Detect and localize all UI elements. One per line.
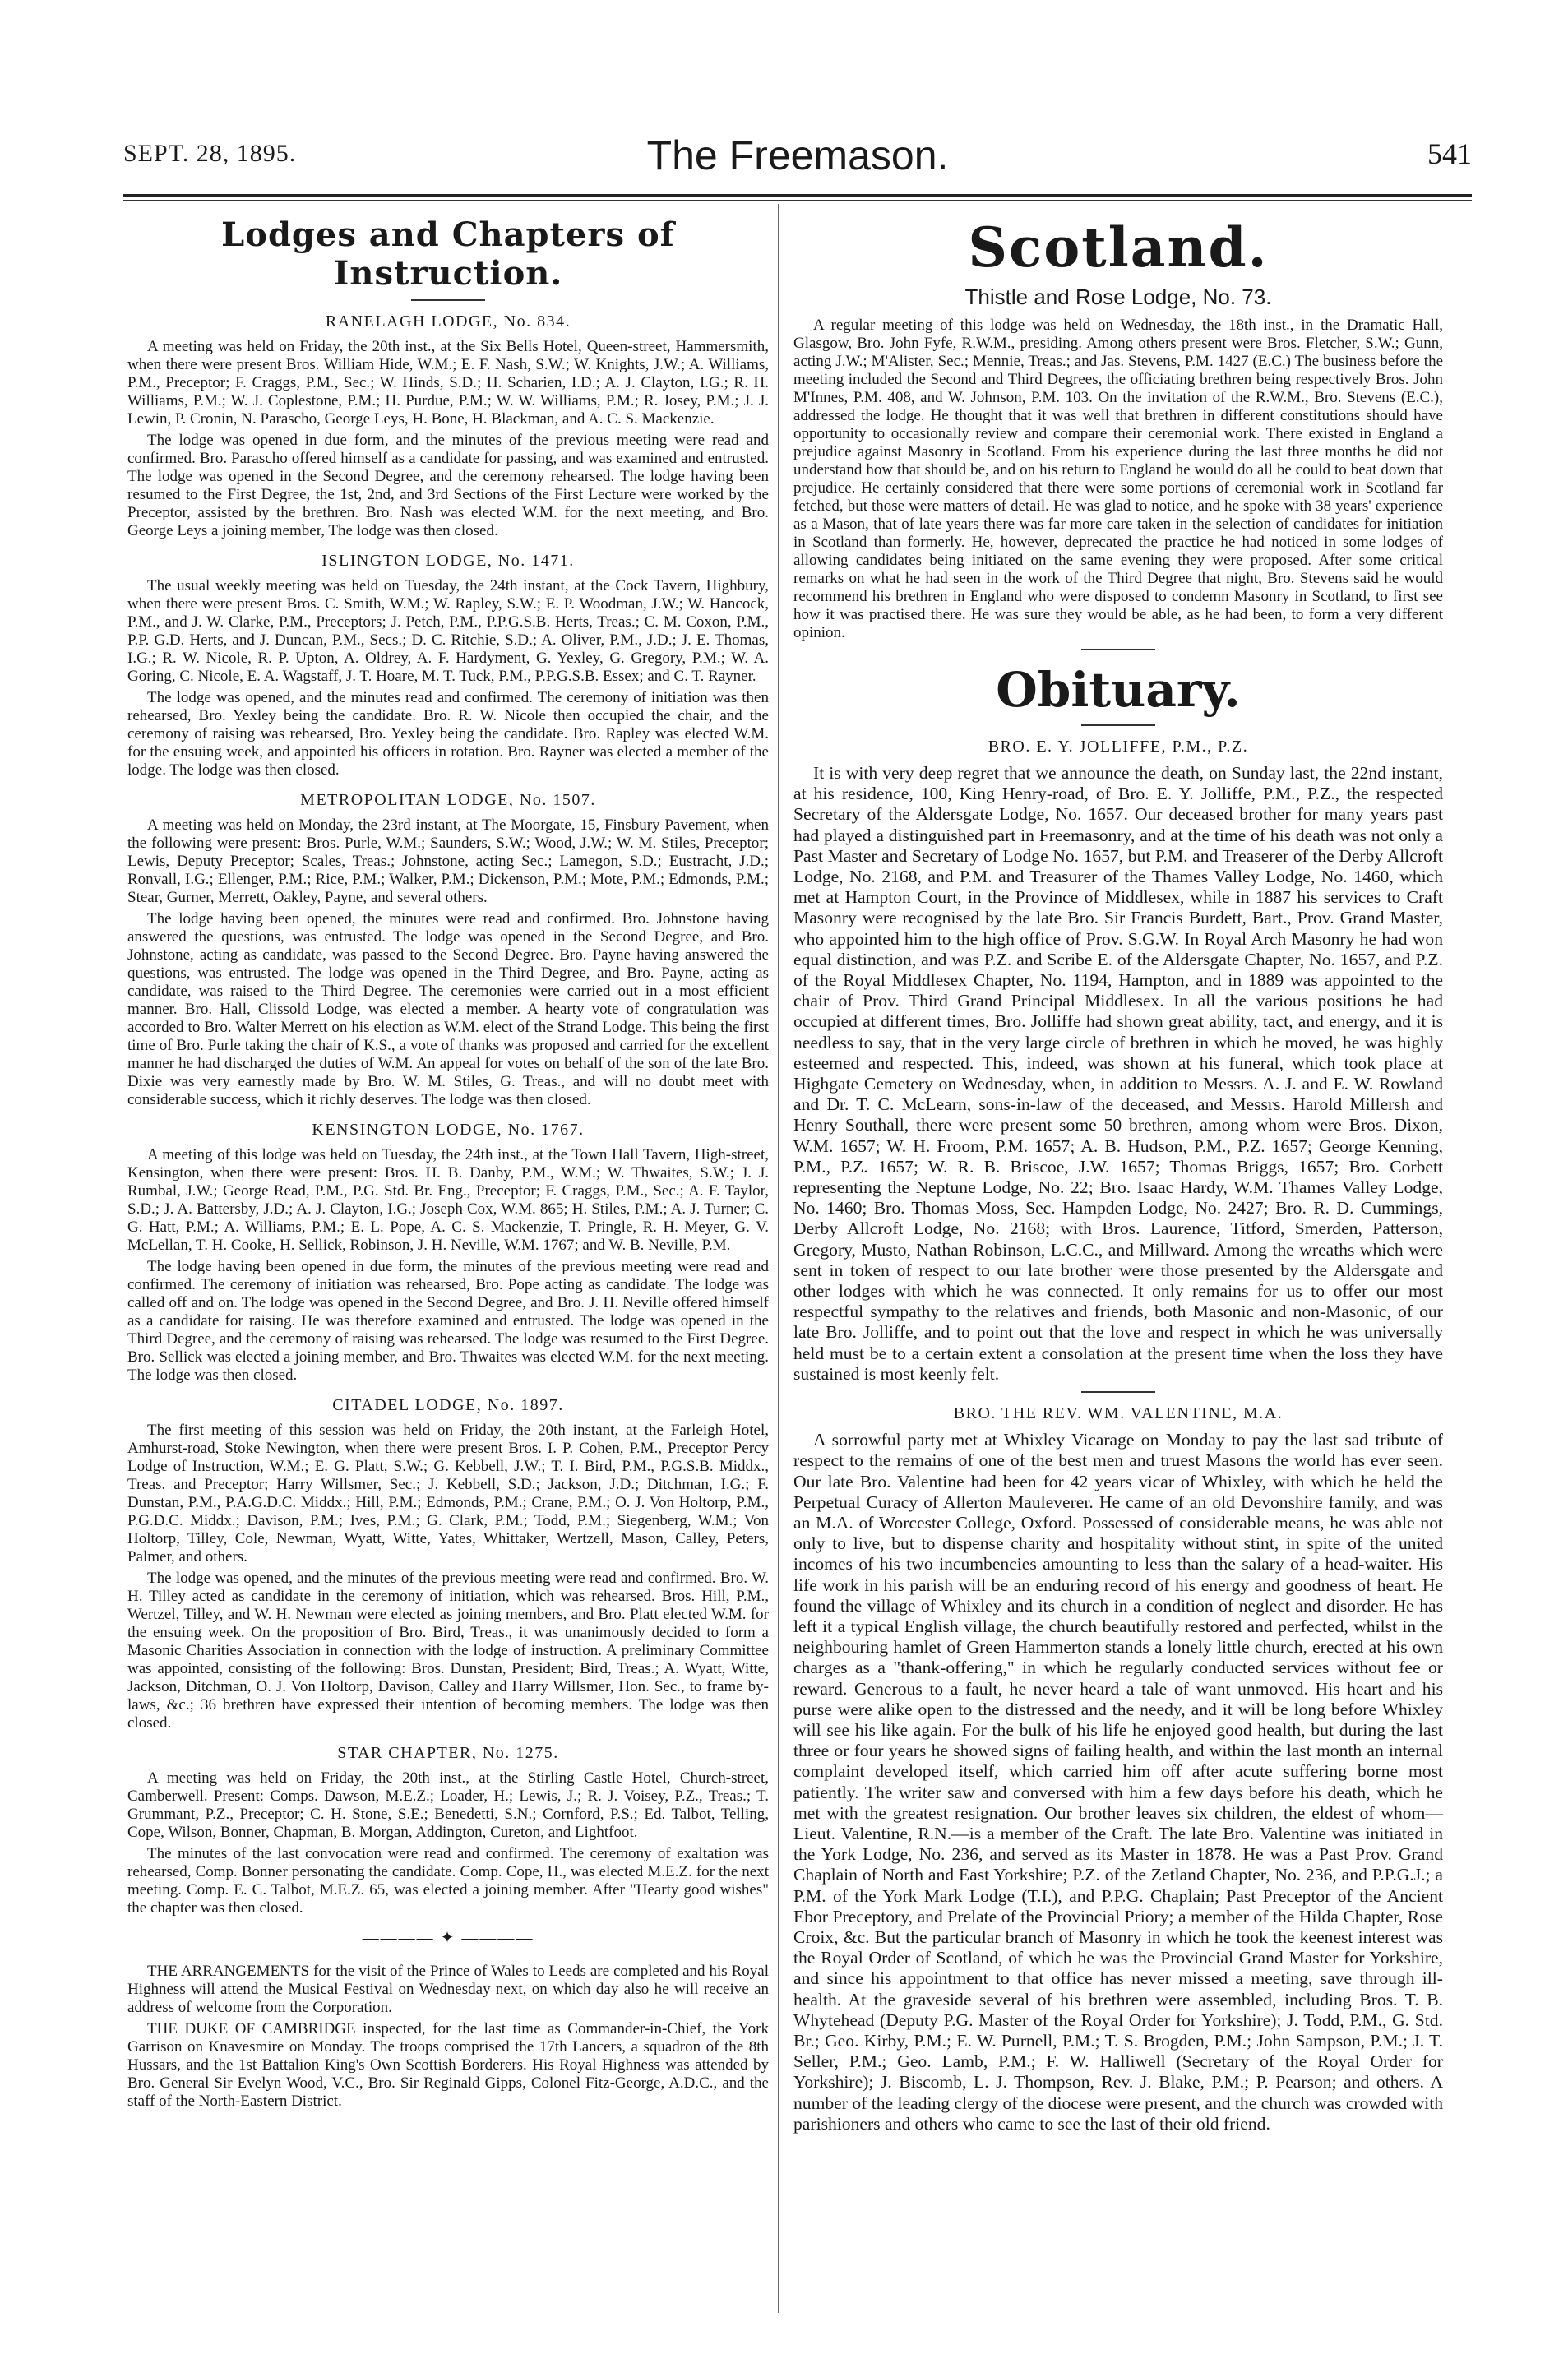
page-number: 541 xyxy=(1427,137,1472,170)
lodge-heading: ISLINGTON LODGE, No. 1471. xyxy=(321,552,575,570)
right-column xyxy=(793,215,1443,2138)
chapter-heading: STAR CHAPTER, No. 1275. xyxy=(337,1744,559,1762)
obituary-heading: BRO. E. Y. JOLLIFFE, P.M., P.Z. xyxy=(988,738,1249,756)
chapter-paragraph: The minutes of the last convocation were read and confirmed. The ceremony of exaltation was rehearsed, Comp. Bonner personating the candidate. Comp. Cope, H., was elected M.E.Z. for the next meeting. Comp. E. C. Talbot, M.E.Z. 65, was elected a joining member. After "Hearty good wishes" the chapter was then closed. xyxy=(127,1845,769,1917)
lodge-paragraph: A meeting of this lodge was held on Tuesday, the 24th inst., at the Town Hall Tavern, High-street, Kensington, when there were present: Bros. H. B. Danby, P.M., W.M.; W. Thwaites, S.W.; J. J. Rumbal, J.W.; George Read, P.M., P.G. Std. Br. Eng., Preceptor; F. Craggs, P.M., Sec.; A. F. Taylor, S.D.; J. A. Battersby, J.D.; A. J. Clayton, I.G.; Joseph Cox, W.M. 865; H. Stiles, P.M.; A. J. Turner; C. G. Hatt, P.M.; A. Williams, P.M.; E. L. Pope, A. C. S. Mackenzie, T. Pringle, R. H. Meyer, G. V. McLellan, T. H. Cooke, H. Sellick, Robinson, J. H. Neville, W.M. 1767; and W. B. Neville, P.M. xyxy=(127,1146,769,1254)
section-rule xyxy=(1081,649,1155,650)
chapter-paragraph: A meeting was held on Friday, the 20th inst., at the Stirling Castle Hotel, Church-street, Camberwell. Present: Comps. Dawson, M.E.Z.; Loader, H.; Lewis, J.; R. J. Voisey, P.Z., Treas.; T. Grummant, P.Z., Preceptor; C. H. Stone, S.E.; Benedetti, S.N.; Cornford, P.S.; Ed. Talbot, Telling, Cope, Wilson, Bonner, Chapman, B. Morgan, Addington, Cureton, and Lightfoot. xyxy=(127,1769,769,1841)
left-column xyxy=(127,215,769,2114)
lodge-paragraph: A meeting was held on Friday, the 20th inst., at the Six Bells Hotel, Queen-street, Hammersmith, when there were present Bros. William Hide, W.M.; E. F. Nash, S.W.; W. Knights, J.W.; A. Williams, P.M., Preceptor; F. Craggs, P.M., Sec.; W. Hinds, S.D.; H. Scharien, I.D.; A. J. Clayton, I.G.; R. H. Williams, P.M.; W. J. Coplestone, P.M.; H. Purdue, P.M.; W. W. Williams, P.M.; R. Josey, P.M.; J. J. Lewin, P. Cronin, N. Parascho, George Leys, H. Bone, H. Blackman, and A. C. S. Mackenzie. xyxy=(127,338,769,428)
column-divider xyxy=(778,204,779,2313)
section-title-obituary: Obituary. xyxy=(996,662,1241,718)
lodge-paragraph: The lodge was opened in due form, and the minutes of the previous meeting were read and confirmed. Bro. Parascho offered himself as a candidate for passing, and was examined and entrusted. The lodge was opened in the Second Degree, and the ceremony rehearsed. The lodge having been resumed to the First Degree, the 1st, 2nd, and 3rd Sections of the First Lecture were worked by the Preceptor, assisted by the brethren. Bro. Nash was elected W.M. for the next meeting, and Bro. George Leys a joining member, The lodge was then closed. xyxy=(127,432,769,539)
obituary-text: A sorrowful party met at Whixley Vicarage on Monday to pay the last sad tribute of respect to the remains of one of the best men and truest Masons the world has ever seen. Our late Bro. Valentine had been for 42 years vicar of Whixley, with which he held the Perpetual Curacy of Allerton Mauleverer. He came of an old Devonshire family, and was an M.A. of Worcester College, Oxford. Possessed of considerable means, he was able not only to live, but to dispense charity and hospitality without stint, in spite of the united incomes of his two incumbencies amounting to less than the salary of a head-waiter. His life work in his parish will be an enduring record of his energy and goodness of heart. He found the village of Whixley and its church in a condition of neglect and disorder. He has left it a typical English village, the church beautifully restored and perfected, whilst in the neighbouring hamlet of Green Hammerton stands a lonely little church, erected at his own charges as a "thank-offering," in which he regularly conducted services without fee or reward. Generous to a fault, he never heard a tale of want unmoved. His heart and his purse were alike open to the distressed and the needy, and it will be long before Whixley will see his like again. For the bulk of his life he enjoyed good health, but during the last three or four years he showed signs of failing health, and within the last month an internal complaint developed itself, which carried him off after acute suffering borne most patiently. The writer saw and conversed with him a few days before his death, which he met with the greatest resignation. Our brother leaves six children, the eldest of whom—Lieut. Valentine, R.N.—is a member of the Craft. The late Bro. Valentine was initiated in the York Lodge, No. 236, and served as its Master in 1878. He was a Past Prov. Grand Chaplain of North and East Yorkshire; P.Z. of the Zetland Chapter, No. 236, and P.P.G.J.; a P.M. of the York Mark Lodge (T.I.), and P.P.G. Chaplain; Past Preceptor of the Ancient Ebor Preceptory, and Prelate of the Provincial Priory; a member of the Hilda Chapter, Rose Croix, &c. But the particular branch of Masonry in which he took the keenest interest was the Royal Order of Scotland, of which he was the Provincial Grand Master for Yorkshire, and since his appointment to that office has never missed a meeting, save through ill-health. At the graveside several of his brethren were assembled, including Bros. T. B. Whytehead (Deputy P.G. Master of the Royal Order for Yorkshire); J. Todd, P.M., G. Std. Br.; Geo. Kirby, P.M.; E. W. Purnell, P.M.; T. S. Brogden, P.M.; John Sampson, P.M.; J. T. Seller, P.M.; Geo. Lamb, P.M.; F. W. Halliwell (Secretary of the Royal Order for Yorkshire); J. Biscomb, L. J. Thompson, Rev. J. Blake, P.M.; P. Pearson; and others. A number of the leading clergy of the diocese were present, and the church was crowded with parishioners and others who came to see the last of their old friend. xyxy=(793,1430,1443,2134)
news-note: THE DUKE OF CAMBRIDGE inspected, for the last time as Commander-in-Chief, the York Garrison on Knavesmire on Monday. The troops comprised the 17th Lancers, a squadron of the 8th Hussars, and the 1st Battalion King's Own Scottish Borderers. His Royal Highness was attended by Bro. General Sir Evelyn Wood, V.C., Bro. Sir Reginald Gipps, Colonel Fitz-George, A.D.C., and the staff of the North-Eastern District. xyxy=(127,2020,769,2110)
masthead xyxy=(123,132,1472,189)
header-rule xyxy=(123,194,1472,197)
obituary-heading: BRO. THE REV. WM. VALENTINE, M.A. xyxy=(953,1404,1284,1423)
scotland-lodge-heading: Thistle and Rose Lodge, No. 73. xyxy=(964,284,1272,309)
section-title-lodges: Lodges and Chapters of Instruction. xyxy=(221,215,675,293)
lodge-heading: METROPOLITAN LODGE, No. 1507. xyxy=(300,791,596,809)
lodge-paragraph: A meeting was held on Monday, the 23rd instant, at The Moorgate, 15, Finsbury Pavement, when the following were present: Bros. Purle, W.M.; Saunders, S.W.; Wood, J.W.; W. M. Stiles, Preceptor; Lewis, Deputy Preceptor; Scales, Treas.; Johnstone, acting Sec.; Lamegon, S.D.; Eustracht, J.D.; Ronvall, I.G.; Ellenger, P.M.; Rice, P.M.; Walker, P.M.; Dickenson, P.M.; Mote, P.M.; Edmonds, P.M.; Stear, Gurner, Merrett, Oakley, Payne, and several others. xyxy=(127,816,769,906)
header-rule-thin xyxy=(123,200,1472,201)
obituary-rule xyxy=(1081,1391,1155,1393)
lodge-heading: CITADEL LODGE, No. 1897. xyxy=(332,1396,564,1414)
lodge-paragraph: The lodge having been opened in due form, the minutes of the previous meeting were read and confirmed. The ceremony of initiation was rehearsed, Bro. Pope acting as candidate. The lodge was called off and on. The lodge was opened in the Second Degree, and Bro. J. H. Neville offered himself as a candidate for raising. He was therefore examined and entrusted. The lodge was opened in the Third Degree, and the ceremony of raising was rehearsed. The lodge was resumed to the First Degree. Bro. Sellick was elected a joining member, and Bro. Thwaites was elected W.M. for the next meeting. The lodge was then closed. xyxy=(127,1258,769,1384)
lodge-paragraph: The lodge was opened, and the minutes read and confirmed. The ceremony of initiation was then rehearsed, Bro. Yexley being the candidate. Bro. R. W. Nicole then occupied the chair, and the ceremony of raising was rehearsed, Bro. Yexley being the candidate. Bro. Rapley was elected W.M. for the ensuing week, and appointed his officers in rotation. Bro. Rayner was elected a member of the lodge. The lodge was then closed. xyxy=(127,689,769,779)
issue-date: SEPT. 28, 1895. xyxy=(123,140,297,167)
ornament-divider: ———— ✦ ———— xyxy=(362,1929,534,1947)
lodge-paragraph: The lodge having been opened, the minutes were read and confirmed. Bro. Johnstone having answered the questions, was entrusted. The lodge was opened in the Second Degree, and Bro. Johnstone, acting as candidate, was passed to the Second Degree. Bro. Payne having answered the questions, was entrusted. The lodge was opened in the Third Degree, and Bro. Payne, acting as candidate, was raised to the Third Degree. The ceremonies were carried out in a most efficient manner. Bro. Hall, Clissold Lodge, was elected a member. A hearty vote of congratulation was accorded to Bro. Walter Merrett on his election as W.M. elect of the Strand Lodge. This being the first time of Bro. Purle taking the chair of K.S., a vote of thanks was proposed and carried for the excellent manner he had discharged the duties of W.M. An appeal for votes on behalf of the son of the late Bro. Dixie was very earnestly made by Bro. W. M. Stiles, G. Treas., and will no doubt meet with considerable success, which it richly deserves. The lodge was then closed. xyxy=(127,910,769,1108)
lodge-paragraph: The first meeting of this session was held on Friday, the 20th instant, at the Farleigh Hotel, Amhurst-road, Stoke Newington, when there were present Bros. I. P. Cohen, P.M., Preceptor Percy Lodge of Instruction, W.M.; E. G. Platt, S.W.; G. Kebbell, J.W.; T. I. Bird, P.M., P.G.S.B. Middx., Treas. and Preceptor; Harry Willsmer, Sec.; J. Kebbell, S.D.; Jackson, J.D.; Ditchman, I.G.; F. Dunstan, P.M., P.A.G.D.C. Middx.; Hill, P.M.; Edmonds, P.M.; Crane, P.M.; O. J. Von Holtorp, P.M., P.G.D.C. Middx.; Davison, P.M.; Ives, P.M.; G. Clark, P.M.; Todd, P.M.; Siegenberg, W.M.; Von Holtorp, Tilley, Cole, Newman, Wyatt, Witte, Yates, Whittaker, Wertzell, Mason, Calley, Peters, Palmer, and others. xyxy=(127,1422,769,1565)
scotland-report: A regular meeting of this lodge was held on Wednesday, the 18th inst., in the Dramatic Hall, Glasgow, Bro. John Fyfe, R.W.M., presiding. Among others present were Bros. Fletcher, S.W.; Gunn, acting J.W.; M'Alister, Sec.; Mennie, Treas.; and Jas. Stevens, P.M. 1427 (E.C.) The business before the meeting included the Second and Third Degrees, the officiating brethren being respectively Bros. John M'Innes, P.M. 408, and W. Johnson, P.M. 103. On the invitation of the R.W.M., Bro. Stevens (E.C.), addressed the lodge. He thought that it was well that brethren in different constitutions should have opportunity to occasionally review and compare their ceremonial work. There existed in England a prejudice against Masonry in Scotland. From his experience during the last three months he did not understand how that should be, and on his return to England he would do all he could to beat down that prejudice. He certainly considered that there were some portions of ceremonial work in Scotland far fetched, but those were matters of detail. He was glad to notice, and he spoke with 38 years' experience as a Mason, that of late years there was far more care taken in the selection of candidates for initiation in Scotland than formerly. He, however, deprecated the practice he had noticed in some lodges of allowing candidates being initiated on the same evening they were proposed. After some critical remarks on what he had seen in the work of the Third Degree that night, Bro. Stevens said he would recommend his brethren in England who were disposed to condemn Masonry in Scotland, to first see how it was practised there. He was sure they would be able, as he had been, to form a very different opinion. xyxy=(793,317,1443,641)
newspaper-title: The Freemason. xyxy=(646,132,949,178)
lodge-paragraph: The usual weekly meeting was held on Tuesday, the 24th instant, at the Cock Tavern, Highbury, when there were present Bros. C. Smith, W.M.; W. Rapley, S.W.; E. P. Woodman, J.W.; W. Hancock, P.M., and J. W. Clarke, P.M., Preceptors; J. Petch, P.M., P.P.G.S.B. Herts, Treas.; C. M. Coxon, P.M., P.P. G.D. Herts, and J. Duncan, P.M., Secs.; D. C. Ritchie, S.D.; A. Oliver, P.M., J.D.; J. E. Thomas, I.G.; R. W. Nicole, R. P. Upton, A. Oldrey, A. F. Hardyment, G. Yexley, G. Gregory, P.M.; W. A. Goring, C. Nicole, E. A. Wagstaff, J. T. Hoare, M. T. Tuck, P.M., P.P.G.S.B. Essex; and C. T. Rayner. xyxy=(127,577,769,685)
section-rule xyxy=(411,299,485,301)
lodge-paragraph: The lodge was opened, and the minutes of the previous meeting were read and confirmed. Bro. W. H. Tilley acted as candidate in the ceremony of initiation, which was rehearsed. Bros. Hill, P.M., Wertzel, Tilley, and W. H. Newman were elected as joining members, and Bro. Platt elected W.M. for the ensuing week. On the proposition of Bro. Bird, Treas., it was unanimously decided to form a Masonic Charities Association in connection with the lodge of instruction. A preliminary Committee was appointed, consisting of the following: Bros. Dunstan, President; Bird, Treas.; A. Wyatt, Witte, Jackson, Ditchman, O. J. Von Holtorp, Davison, Calley and Harry Willsmer, Hon. Sec., to frame by-laws, &c.; 36 brethren have expressed their intention of becoming members. The lodge was then closed. xyxy=(127,1570,769,1732)
lodge-heading: KENSINGTON LODGE, No. 1767. xyxy=(312,1121,585,1139)
lodge-heading: RANELAGH LODGE, No. 834. xyxy=(325,312,571,331)
section-rule xyxy=(1081,724,1155,726)
section-title-scotland: Scotland. xyxy=(968,215,1269,280)
news-note: THE ARRANGEMENTS for the visit of the Prince of Wales to Leeds are completed and his Royal Highness will attend the Musical Festival on Wednesday next, on which day also he will receive an address of welcome from the Corporation. xyxy=(127,1963,769,2016)
obituary-text: It is with very deep regret that we announce the death, on Sunday last, the 22nd instant, at his residence, 100, King Henry-road, of Bro. E. Y. Jolliffe, P.M., P.Z., the respected Secretary of the Aldersgate Lodge, No. 1657. Our deceased brother for many years past had played a distinguished part in Freemasonry, and at the time of his death was not only a Past Master and Secretary of Lodge No. 1657, but P.M. and Treaserer of the Derby Allcroft Lodge, No. 2168, and P.M. and Treasurer of the Thames Valley Lodge, No. 1460, which met at Hampton Court, in the Province of Middlesex, while in 1887 his services to Craft Masonry were recognised by the late Bro. Sir Francis Burdett, Bart., Prov. Grand Master, who appointed him to the high office of Prov. S.G.W. In Royal Arch Masonry he had won equal distinction, and was P.Z. and Scribe E. of the Aldersgate Chapter, No. 1657, and P.Z. of the Royal Middlesex Chapter, No. 1194, Hampton, and in 1889 was appointed to the chair of Prov. Third Grand Principal Middlesex. In all the various positions he had occupied at different times, Bro. Jolliffe had shown great ability, tact, and energy, and it is needless to say, that in the very large circle of brethren in which he moved, he was highly esteemed and respected. This, indeed, was shown at his funeral, which took place at Highgate Cemetery on Wednesday, when, in addition to Messrs. A. J. and E. W. Rowland and Dr. T. C. McLearn, sons-in-law of the deceased, and Messrs. Harold Millersh and Henry Southall, there were present some 50 brethren, among whom were Bros. Dixon, W.M. 1657; W. H. Froom, P.M. 1657; A. B. Hudson, P.M., P.Z. 1657; George Kenning, P.M., P.Z. 1657; W. R. B. Briscoe, J.W. 1657; Thomas Briggs, 1657; Bro. Corbett representing the Neptune Lodge, No. 22; Bro. Isaac Hardy, W.M. Thames Valley Lodge, No. 1460; Bro. Thomas Moss, Sec. Hampden Lodge, No. 2427; Bro. R. D. Cummings, Derby Allcroft Lodge, No. 2168; with Bros. Laurence, Titford, Smerden, Patterson, Gregory, Musto, Nathan Robinson, L.C.C., and Millward. Among the wreaths which were sent in token of respect to our late brother were those presented by the Aldersgate and other lodges with which he was connected. It only remains for us to offer our most respectful sympathy to the relatives and friends, both Masonic and non-Masonic, of our late Bro. Jolliffe, and to point out that the love and respect in which he was universally held must be to a certain extent a consolation at the present time when the loss they have sustained is most keenly felt. xyxy=(793,763,1443,1384)
